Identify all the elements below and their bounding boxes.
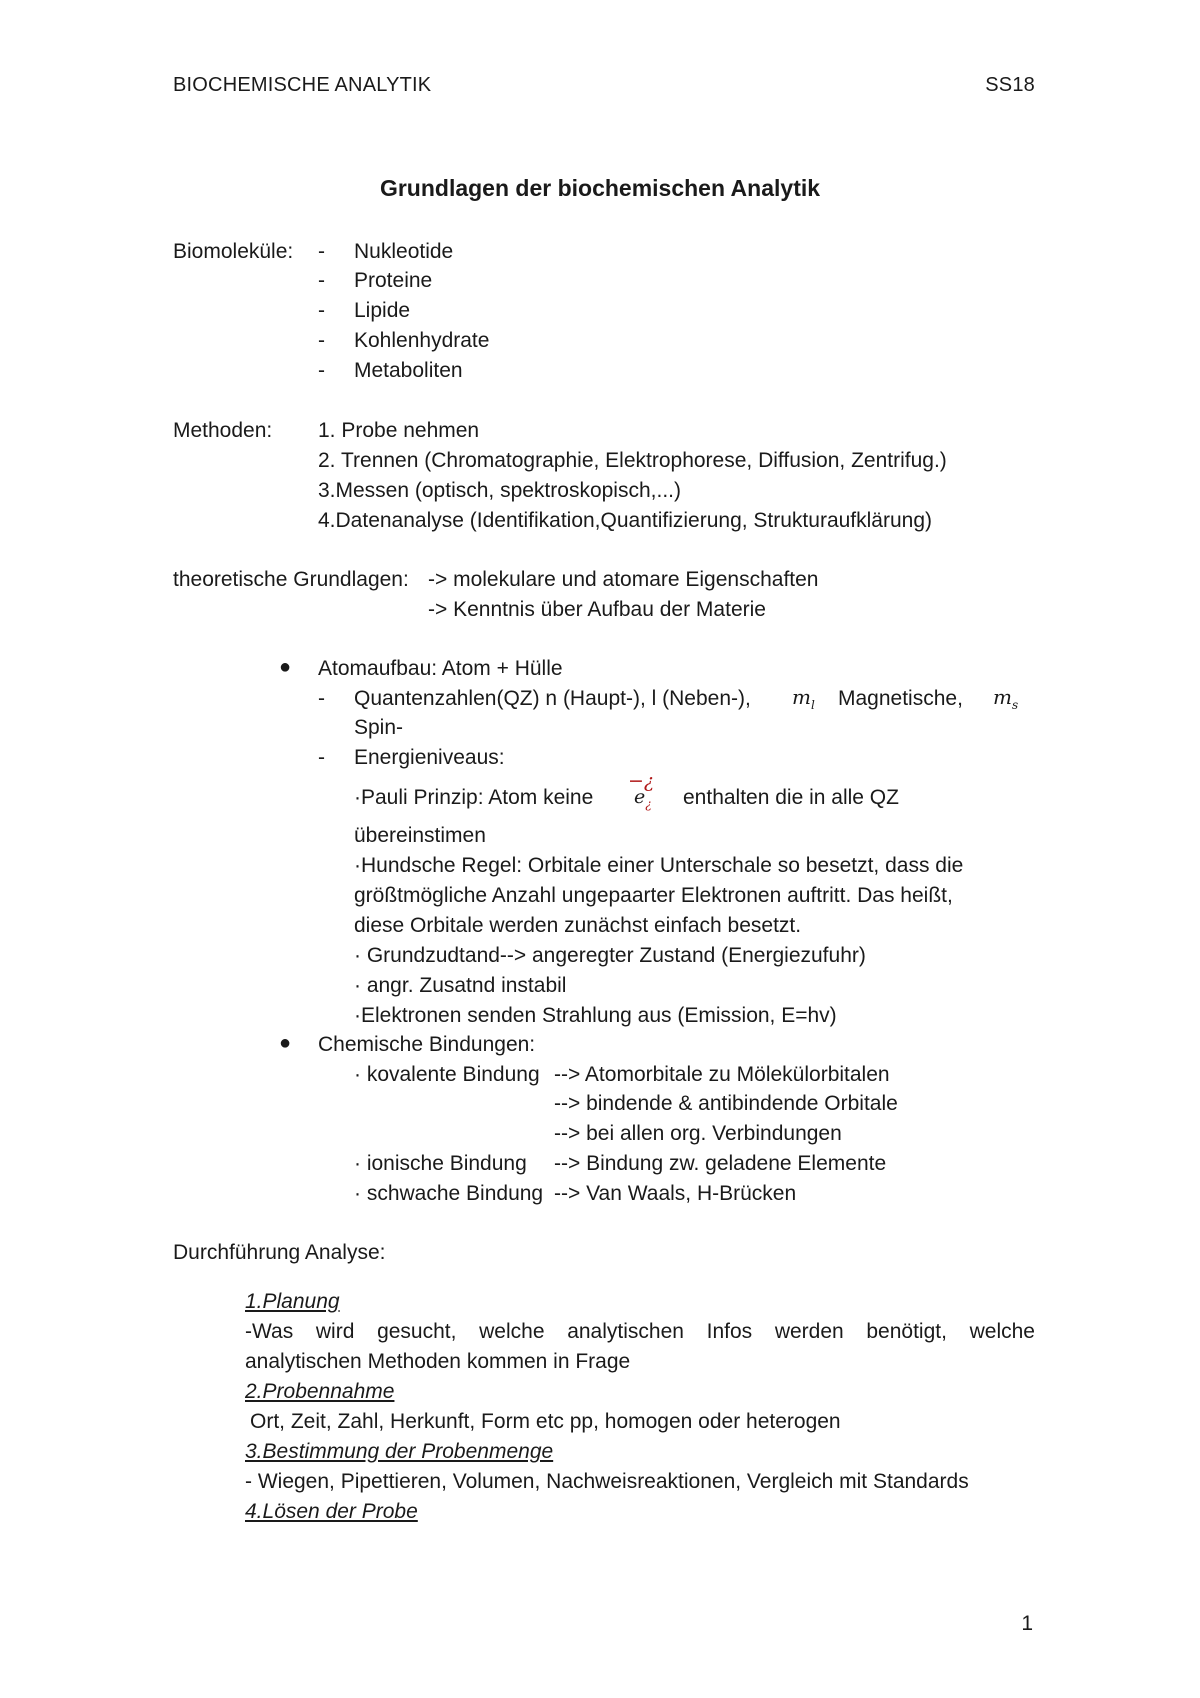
math-m-s: $m_s$ xyxy=(993,685,1019,712)
pauli-text-end: übereinstimen xyxy=(354,824,486,847)
list-dash: - xyxy=(318,240,325,263)
list-item: Proteine xyxy=(354,269,433,292)
step-title: 2.Probennahme xyxy=(245,1380,395,1403)
step-text: - Wiegen, Pipettieren, Volumen, Nachweisreaktionen, Vergleich mit Standards xyxy=(245,1470,969,1493)
list-item: Metaboliten xyxy=(354,359,463,382)
step-text: analytischen Methoden kommen in Frage xyxy=(245,1350,631,1373)
step-text: -Was wird gesucht, welche analytischen Infos werden benötigt, welche xyxy=(245,1320,1035,1343)
step-title: 1.Planung xyxy=(245,1290,340,1313)
theory-label: theoretische Grundlagen: xyxy=(173,568,409,591)
method-item: 3.Messen (optisch, spektroskopisch,...) xyxy=(318,479,681,502)
pauli-text: ·Pauli Prinzip: Atom keine xyxy=(354,786,594,809)
step-title: 3.Bestimmung der Probenmenge xyxy=(245,1440,554,1463)
hund-rule-line: diese Orbitale werden zunächst einfach besetzt. xyxy=(354,914,802,937)
math-electron-base: $e_¿$ xyxy=(634,786,652,811)
list-dash: - xyxy=(318,687,325,710)
energy-levels-text: Energieniveaus: xyxy=(354,746,505,769)
covalent-label: · kovalente Bindung xyxy=(354,1063,540,1086)
bullet-dot: ● xyxy=(279,1032,292,1054)
analysis-label: Durchführung Analyse: xyxy=(173,1241,386,1264)
method-item: 1. Probe nehmen xyxy=(318,419,480,442)
hund-rule-line: ·Hundsche Regel: Orbitale einer Unterschale so besetzt, dass die xyxy=(354,854,964,877)
header-right: SS18 xyxy=(985,74,1035,96)
step-text: Ort, Zeit, Zahl, Herkunft, Form etc pp, homogen oder heterogen xyxy=(250,1410,841,1433)
ionic-label: · ionische Bindung xyxy=(354,1152,527,1175)
math-electron-top: −¿ xyxy=(628,770,655,792)
covalent-line: --> bei allen org. Verbindungen xyxy=(554,1122,842,1145)
list-dash: - xyxy=(318,269,325,292)
page-title: Grundlagen der biochemischen Analytik xyxy=(379,175,821,201)
covalent-line: --> bindende & antibindende Orbitale xyxy=(554,1092,898,1115)
theory-line: -> molekulare und atomare Eigenschaften xyxy=(428,568,819,591)
bullet-dot: ● xyxy=(279,656,292,678)
list-item: Nukleotide xyxy=(354,240,454,263)
magnetic-text: Magnetische, xyxy=(838,687,963,710)
covalent-line: --> Atomorbitale zu Mölekülorbitalen xyxy=(554,1063,890,1086)
weak-line: --> Van Waals, H-Brücken xyxy=(554,1182,797,1205)
page-number: 1 xyxy=(1021,1612,1033,1635)
hund-rule-line: größtmögliche Anzahl ungepaarter Elektronen auftritt. Das heißt, xyxy=(354,884,953,907)
list-dash: - xyxy=(318,299,325,322)
math-m-l: $m_l$ xyxy=(792,685,815,712)
pauli-text-continued: enthalten die in alle QZ xyxy=(683,786,899,809)
method-item: 4.Datenanalyse (Identifikation,Quantifizierung, Strukturaufklärung) xyxy=(318,509,933,532)
weak-label: · schwache Bindung xyxy=(354,1182,544,1205)
ground-state-text: · Grundzudtand--> angeregter Zustand (Energiezufuhr) xyxy=(354,944,866,967)
list-dash: - xyxy=(318,359,325,382)
unstable-text: · angr. Zusatnd instabil xyxy=(354,974,567,997)
list-item: Kohlenhydrate xyxy=(354,329,490,352)
ionic-line: --> Bindung zw. geladene Elemente xyxy=(554,1152,887,1175)
emission-text: ·Elektronen senden Strahlung aus (Emission, E=hv) xyxy=(354,1004,837,1027)
math-electron-symbol xyxy=(628,770,654,811)
bullet-text: Chemische Bindungen: xyxy=(318,1033,536,1056)
bullet-text: Atomaufbau: Atom + Hülle xyxy=(318,657,563,680)
method-item: 2. Trennen (Chromatographie, Elektrophorese, Diffusion, Zentrifug.) xyxy=(318,449,947,472)
methods-label: Methoden: xyxy=(173,419,273,442)
quantum-numbers-text: Quantenzahlen(QZ) n (Haupt-), l (Neben-), xyxy=(354,687,751,710)
list-dash: - xyxy=(318,329,325,352)
list-item: Lipide xyxy=(354,299,411,322)
header-left: BIOCHEMISCHE ANALYTIK xyxy=(173,74,432,96)
step-title: 4.Lösen der Probe xyxy=(245,1500,418,1523)
theory-line: -> Kenntnis über Aufbau der Materie xyxy=(428,598,766,621)
biomolecules-label: Biomoleküle: xyxy=(173,240,294,263)
list-dash: - xyxy=(318,746,325,769)
spin-text: Spin- xyxy=(354,716,404,739)
